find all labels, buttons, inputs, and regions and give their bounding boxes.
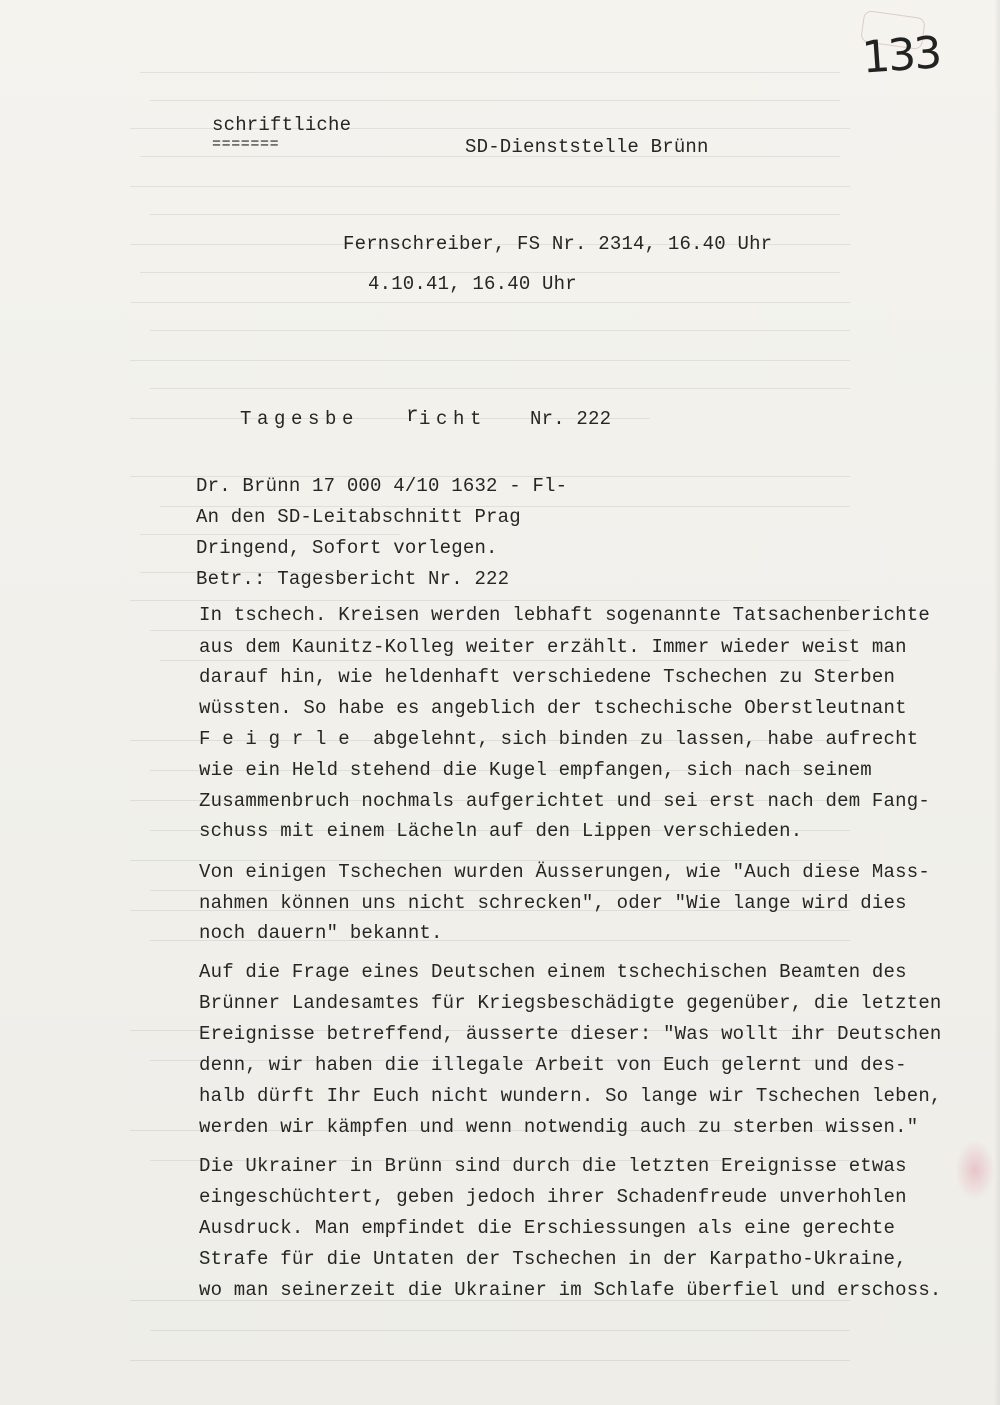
body-line-12: Auf die Frage eines Deutschen einem tschechischen Beamten des <box>199 961 907 983</box>
body-line-4: wüssten. So habe es angeblich der tschechische Oberstleutnant <box>199 697 907 719</box>
report-title-part-a: Tagesbe <box>240 408 360 430</box>
archive-mark <box>955 1140 995 1200</box>
body-line-5: F e i g r l e abgelehnt, sich binden zu lassen, habe aufrecht <box>199 728 919 750</box>
body-line-16: halb dürft Ihr Euch nicht wundern. So lange wir Tschechen leben, <box>199 1085 942 1107</box>
body-line-10: nahmen können uns nicht schrecken", oder "Wie lange wird dies <box>199 892 907 914</box>
body-line-22: wo man seinerzeit die Ukrainer im Schlafe überfiel und erschoss. <box>199 1279 942 1301</box>
body-line-1: In tschech. Kreisen werden lebhaft sogenannte Tatsachenberichte <box>199 604 930 626</box>
body-line-18: Die Ukrainer in Brünn sind durch die letzten Ereignisse etwas <box>199 1155 907 1177</box>
transmission-line: Fernschreiber, FS Nr. 2314, 16.40 Uhr <box>343 233 773 255</box>
report-title-corrected-r: r <box>406 405 419 428</box>
page-number: 133 <box>860 27 942 84</box>
classification-underline: ======= <box>212 136 280 153</box>
routing-line-3: Dringend, Sofort vorlegen. <box>196 537 498 559</box>
body-line-17: werden wir kämpfen und wenn notwendig auch zu sterben wissen." <box>199 1116 919 1138</box>
office-name: SD-Dienststelle Brünn <box>465 136 709 158</box>
body-line-19: eingeschüchtert, geben jedoch ihrer Schadenfreude unverhohlen <box>199 1186 907 1208</box>
body-line-3: darauf hin, wie heldenhaft verschiedene Tschechen zu Sterben <box>199 666 896 688</box>
routing-line-1: Dr. Brünn 17 000 4/10 1632 - Fl- <box>196 475 568 497</box>
body-line-11: noch dauern" bekannt. <box>199 922 443 944</box>
date-time-line: 4.10.41, 16.40 Uhr <box>368 273 577 295</box>
page-edge-shadow <box>994 0 1000 1405</box>
body-line-14: Ereignisse betreffend, äusserte dieser: "Was wollt ihr Deutschen <box>199 1023 942 1045</box>
body-line-15: denn, wir haben die illegale Arbeit von Euch gelernt und des- <box>199 1054 907 1076</box>
body-line-8: schuss mit einem Lächeln auf den Lippen verschieden. <box>199 820 803 842</box>
body-line-6: wie ein Held stehend die Kugel empfangen, sich nach seinem <box>199 759 872 781</box>
routing-line-2: An den SD-Leitabschnitt Prag <box>196 506 521 528</box>
body-line-13: Brünner Landesamtes für Kriegsbeschädigte gegenüber, die letzten <box>199 992 942 1014</box>
routing-line-4: Betr.: Tagesbericht Nr. 222 <box>196 568 510 590</box>
classification-label: schriftliche <box>212 114 352 136</box>
report-title-number: Nr. 222 <box>530 408 612 430</box>
body-line-9: Von einigen Tschechen wurden Äusserungen, wie "Auch diese Mass- <box>199 861 930 883</box>
body-line-2: aus dem Kaunitz-Kolleg weiter erzählt. Immer wieder weist man <box>199 636 907 658</box>
body-line-7: Zusammenbruch nochmals aufgerichtet und sei erst nach dem Fang- <box>199 790 930 812</box>
report-title-part-b: icht <box>419 408 488 430</box>
body-line-20: Ausdruck. Man empfindet die Erschiessungen als eine gerechte <box>199 1217 896 1239</box>
body-line-21: Strafe für die Untaten der Tschechen in der Karpatho-Ukraine, <box>199 1248 907 1270</box>
